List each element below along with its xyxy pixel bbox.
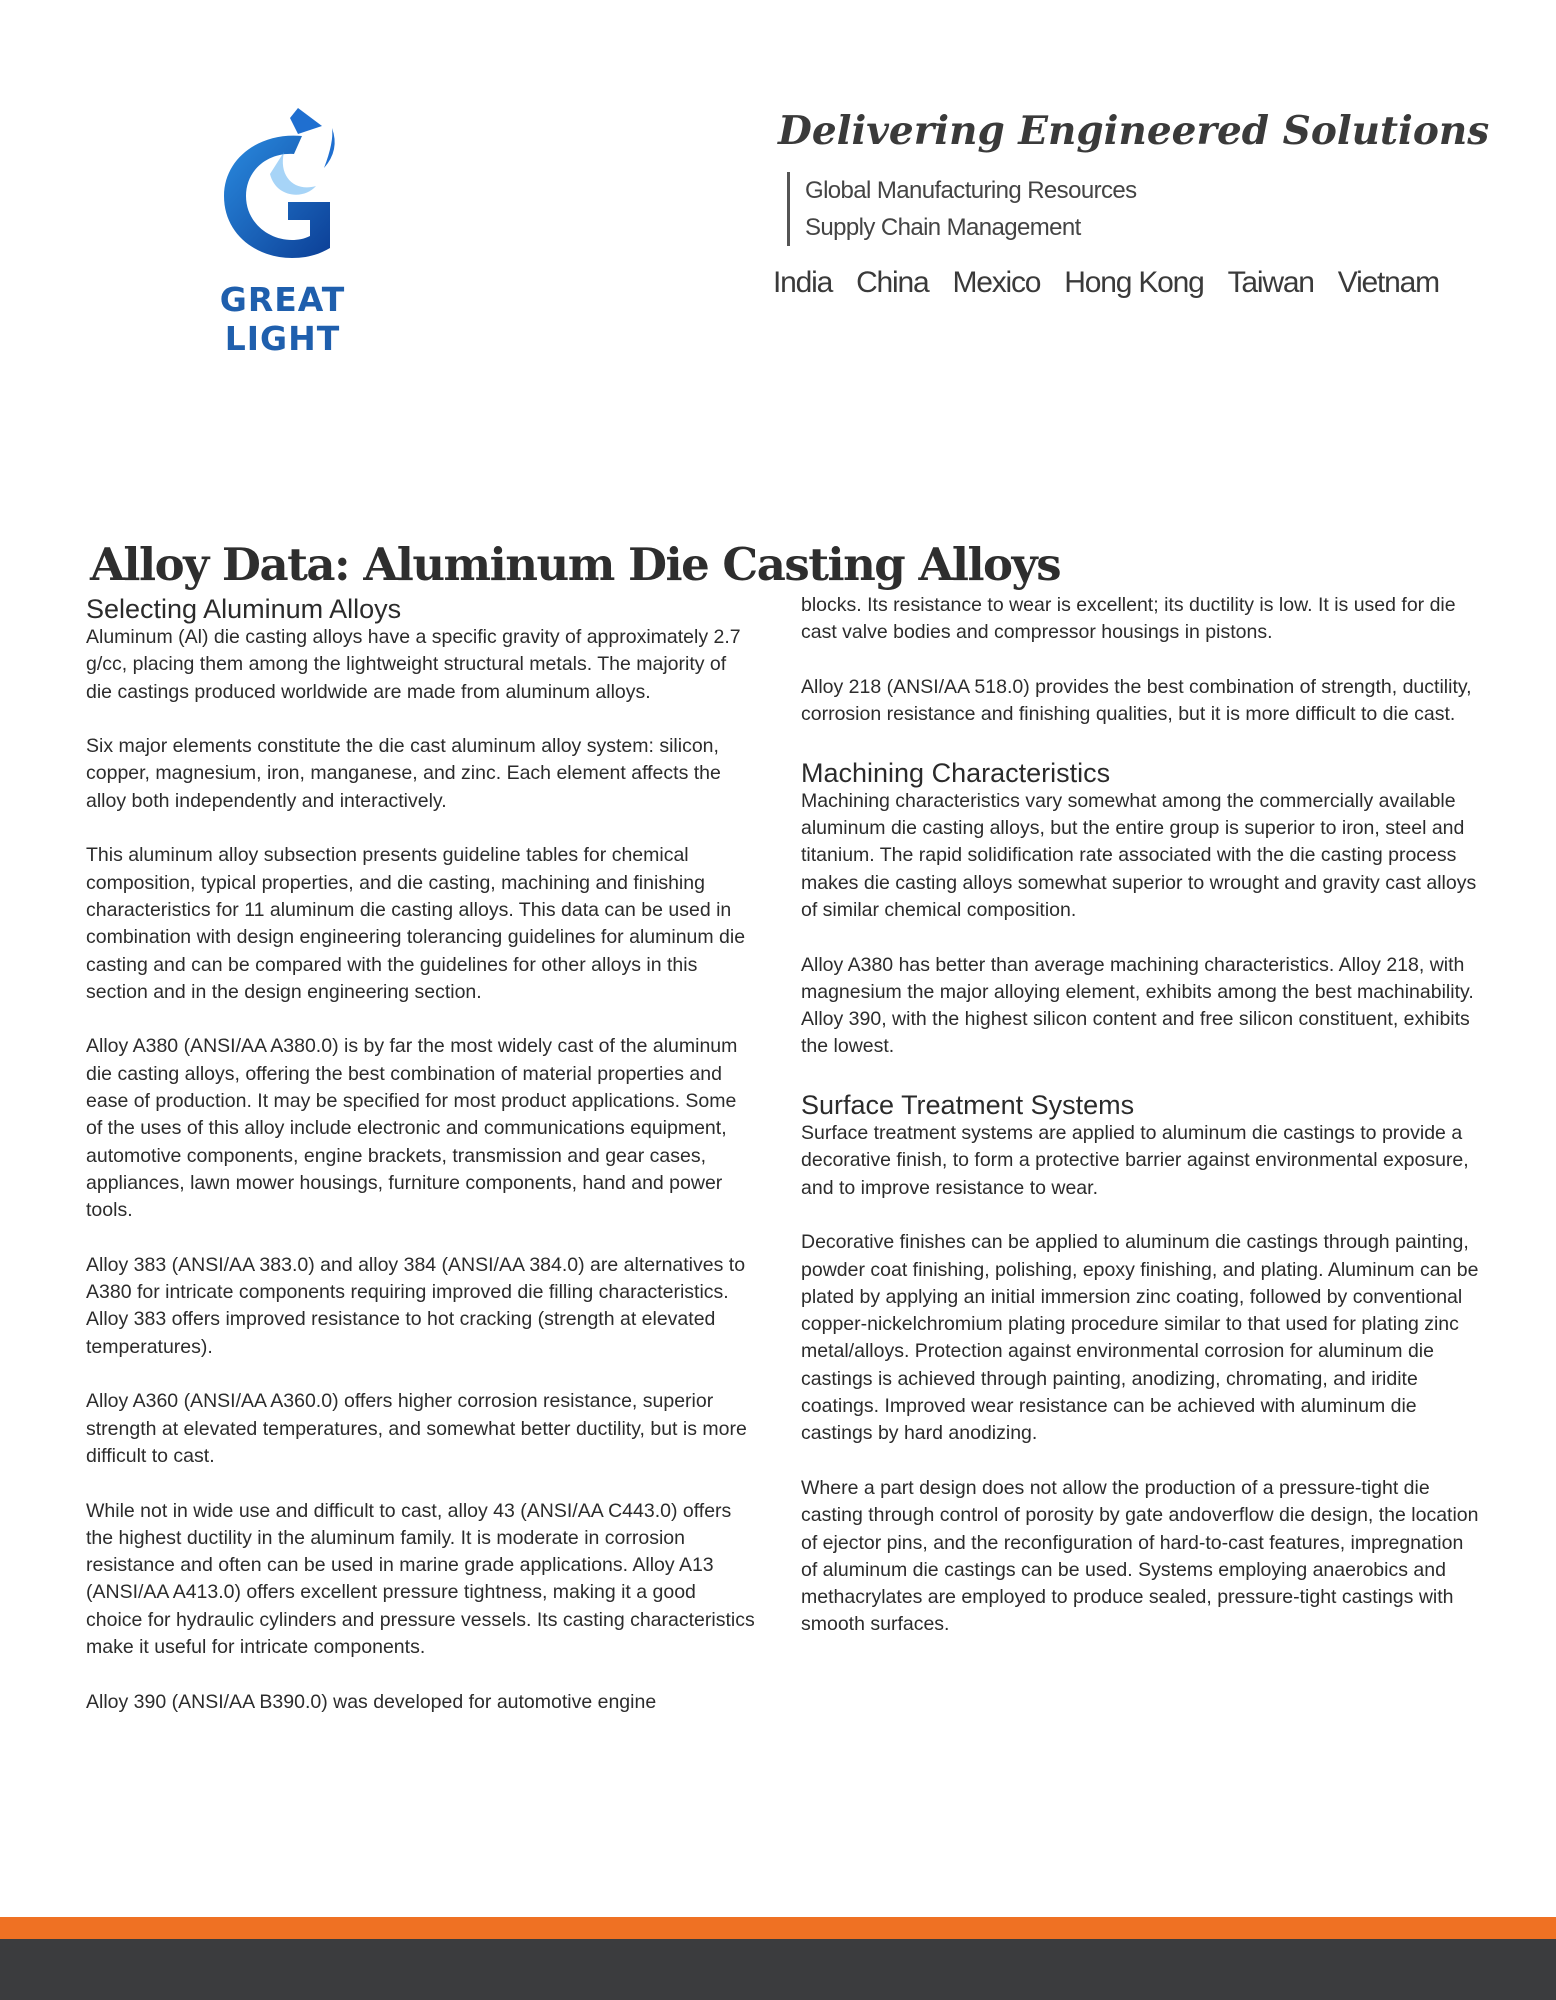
great-light-logo-icon xyxy=(220,108,350,268)
paragraph: Six major elements constitute the die cast aluminum alloy system: silicon, copper, magnesium, iron, manganese, and zinc. Each element affects the alloy both independently and interactively. xyxy=(86,735,721,812)
tagline: Delivering Engineered Solutions xyxy=(778,108,1490,154)
location-china: China xyxy=(856,266,929,299)
logo-text: GREAT LIGHT xyxy=(219,280,346,358)
section-heading: Surface Treatment Systems xyxy=(801,1090,1135,1121)
section-heading: Selecting Aluminum Alloys xyxy=(86,594,402,624)
paragraph: Where a part design does not allow the production of a pressure-tight die casting through control of porosity by gate andoverflow die design, the location of ejector pins, and the reconfiguration of hard-to-cast features, impregnation of aluminum die castings can be used. Systems employing anaerobics and methacrylates are employed to produce sealed, pressure-tight castings with smooth surfaces. xyxy=(801,1476,1479,1636)
left-column xyxy=(86,592,756,1743)
paragraph: Alloy 218 (ANSI/AA 518.0) provides the best combination of strength, ductility, corrosion resistance and finishing qualities, but it is more difficult to die cast. xyxy=(801,675,1472,726)
paragraph: Surface treatment systems are applied to aluminum die castings to provide a decorative finish, to form a protective barrier against environmental exposure, and to improve resistance to wear. xyxy=(801,1122,1469,1199)
location-taiwan: Taiwan xyxy=(1227,266,1314,299)
paragraph: Alloy 390 (ANSI/AA B390.0) was developed for automotive engine xyxy=(86,1690,657,1713)
logo xyxy=(165,108,405,358)
paragraph: Alloy A380 has better than average machining characteristics. Alloy 218, with magnesium the major alloying element, exhibits among the best machinability. Alloy 390, with the highest silicon content and free silicon constituent, exhibits the lowest. xyxy=(801,953,1474,1058)
paragraph: Aluminum (Al) die casting alloys have a specific gravity of approximately 2.7 g/cc, placing them among the lightweight structural metals. The majority of die castings produced worldwide are made from aluminum alloys. xyxy=(86,626,741,703)
paragraph: While not in wide use and difficult to cast, alloy 43 (ANSI/AA C443.0) offers the highest ductility in the aluminum family. It is moderate in corrosion resistance and often can be used in marine grade applications. Alloy A13 (ANSI/AA A413.0) offers excellent pressure tightness, making it a good choice for hydraulic cylinders and pressure vessels. Its casting characteristics make it useful for intricate components. xyxy=(86,1499,755,1658)
locations-list xyxy=(773,266,1439,300)
service-item: Global Manufacturing Resources xyxy=(805,177,1137,204)
paragraph: Alloy A360 (ANSI/AA A360.0) offers higher corrosion resistance, superior strength at elevated temperatures, and somewhat better ductility, but is more difficult to cast. xyxy=(86,1390,747,1467)
footer-orange-bar xyxy=(0,1917,1556,1939)
paragraph: Decorative finishes can be applied to aluminum die castings through painting, powder coat finishing, polishing, epoxy finishing, and plating. Aluminum can be plated by applying an initial immersion zinc coating, followed by conventional copper-nickelchromium plating procedure similar to that used for plating zinc metal/alloys. Protection against environmental corrosion for aluminum die castings is achieved through painting, anodizing, chromating, and iridite coatings. Improved wear resistance can be achieved with aluminum die castings by hard anodizing. xyxy=(801,1231,1479,1445)
section-heading: Machining Characteristics xyxy=(801,757,1111,788)
right-column xyxy=(801,592,1481,1666)
paragraph: This aluminum alloy subsection presents guideline tables for chemical composition, typical properties, and die casting, machining and finishing characteristics for 11 aluminum die casting alloys. This data can be used in combination with design engineering tolerancing guidelines for aluminum die casting and can be compared with the guidelines for other alloys in this section and in the design engineering section. xyxy=(86,844,746,1003)
paragraph: Machining characteristics vary somewhat among the commercially available aluminum die casting alloys, but the entire group is superior to iron, steel and titanium. The rapid solidification rate associated with the die casting process makes die casting alloys somewhat superior to wrought and gravity cast alloys of similar chemical composition. xyxy=(801,789,1477,921)
paragraph: blocks. Its resistance to wear is excellent; its ductility is low. It is used for die cast valve bodies and compressor housings in pistons. xyxy=(801,594,1456,644)
location-vietnam: Vietnam xyxy=(1337,266,1439,299)
location-mexico: Mexico xyxy=(952,266,1041,299)
services-list xyxy=(787,172,1137,246)
location-hong-kong: Hong Kong xyxy=(1064,266,1204,299)
location-india: India xyxy=(773,266,833,299)
paragraph: Alloy 383 (ANSI/AA 383.0) and alloy 384 (ANSI/AA 384.0) are alternatives to A380 for intricate components requiring improved die filling characteristics. Alloy 383 offers improved resistance to hot cracking (strength at elevated temperatures). xyxy=(86,1253,746,1358)
paragraph: Alloy A380 (ANSI/AA A380.0) is by far the most widely cast of the aluminum die casting alloys, offering the best combination of material properties and ease of production. It may be specified for most product applications. Some of the uses of this alloy include electronic and communications equipment, automotive components, engine brackets, transmission and gear cases, appliances, lawn mower housings, furniture components, hand and power tools. xyxy=(86,1035,738,1222)
page-title: Alloy Data: Aluminum Die Casting Alloys xyxy=(90,538,1061,592)
footer-dark-bar xyxy=(0,1939,1556,2000)
service-item: Supply Chain Management xyxy=(805,214,1081,241)
